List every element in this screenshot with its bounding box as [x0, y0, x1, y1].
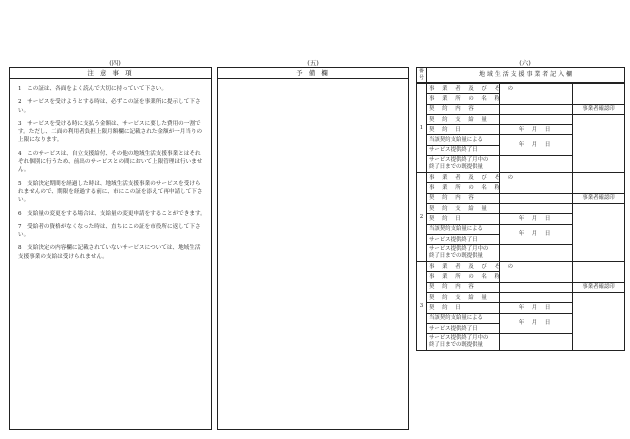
provided-amount-label: [427, 334, 500, 351]
end-date-field[interactable]: 年 月 日: [500, 313, 573, 334]
provider-name-label-2: 事 業 所 の 名 称: [427, 183, 500, 193]
provider-register-table: [416, 67, 625, 83]
end-date-field[interactable]: 年 月 日: [500, 135, 573, 156]
end-date-field[interactable]: 年 月 日: [500, 224, 573, 245]
notes-title: 注 意 事 項: [10, 68, 211, 79]
end-date-label: 当該契約支給量による: [427, 313, 500, 323]
contract-amount-label: 契 約 支 給 量: [427, 114, 500, 124]
provider-name-extra: [573, 262, 625, 283]
provided-amount-field[interactable]: [500, 334, 573, 351]
note-item: 8 支給決定の内容欄に記載されていないサービスについては、地域生活支援事業の支給は受けられません。: [18, 245, 201, 260]
note-item: 7 受給者の資格がなくなった時は、直ちにこの証を市役所に返して下さい。: [18, 223, 201, 239]
provider-register-panel: [416, 67, 625, 351]
provider-name-extra: [573, 84, 625, 105]
note-item: 1 この証は、各面をよく読んで大切に持っていて下さい。: [18, 86, 167, 92]
entry-number: 1: [417, 84, 427, 173]
contract-date-field[interactable]: 年 月 日: [500, 214, 573, 224]
note-item: 4 このサービスは、自立支援給付、その他の地域生活支援事業とはそれぞれ個別に行うため、前出のサービスとの間において上限管理は行いません。: [18, 150, 203, 174]
end-date-label-2: サービス提供終了日: [427, 145, 500, 155]
provider-name-extra: [573, 173, 625, 194]
num-header: 番号: [417, 68, 427, 83]
reserve-panel: [217, 67, 409, 430]
provided-amount-label-2: 終了日までの既提供量: [429, 253, 483, 260]
contract-content-field[interactable]: [500, 282, 573, 292]
provider-name-label: 事 業 者 及 び そ の: [427, 84, 500, 94]
contract-date-label: 契 約 日: [427, 303, 500, 313]
confirm-stamp-label: 事業者確認印: [573, 104, 625, 114]
entry-number: 2: [417, 173, 427, 262]
note-item: 2 サービスを受けようとする時は、必ずこの証を事業所に提示して下さい。: [18, 99, 201, 114]
provided-amount-field[interactable]: [500, 245, 573, 262]
contract-amount-field[interactable]: [500, 203, 573, 213]
notes-panel: [9, 67, 212, 430]
confirm-stamp-field[interactable]: [573, 114, 625, 172]
contract-content-field[interactable]: [500, 104, 573, 114]
provided-amount-label-1: サービス提供終了月中の: [429, 157, 489, 164]
provided-amount-field[interactable]: [500, 156, 573, 173]
contract-amount-label: 契 約 支 給 量: [427, 203, 500, 213]
note-item: 6 支給量の変更をする場合は、支給量の変更申請をすることができます。: [18, 210, 206, 217]
notes-list: [10, 79, 211, 261]
contract-content-field[interactable]: [500, 193, 573, 203]
provided-amount-label-2: 終了日までの既提供量: [429, 342, 483, 349]
entry-number: 3: [417, 262, 427, 351]
confirm-stamp-field[interactable]: [573, 293, 625, 351]
provided-amount-label-1: サービス提供終了月中の: [429, 335, 489, 342]
contract-date-field[interactable]: 年 月 日: [500, 303, 573, 313]
contract-amount-label: 契 約 支 給 量: [427, 293, 500, 303]
contract-date-field[interactable]: 年 月 日: [500, 125, 573, 135]
provider-name-label-2: 事 業 所 の 名 称: [427, 94, 500, 104]
end-date-label-2: サービス提供終了日: [427, 323, 500, 333]
end-date-label: 当該契約支給量による: [427, 224, 500, 234]
register-title: 地 域 生 活 支 援 事 業 者 記 入 欄: [427, 68, 625, 83]
provided-amount-label-2: 終了日までの既提供量: [429, 164, 483, 171]
contract-date-label: 契 約 日: [427, 125, 500, 135]
note-item: 3 サービスを受ける時に支払う金額は、サービスに要した費用の一割です。ただし、二面の利用者負担上限月額欄に記載された金額が一月当りの上限になります。: [18, 120, 203, 144]
section-five-number: (五): [307, 59, 319, 67]
note-item: 5 支給決定期間を経過した時は、地域生活支援事業のサービスを受けられませんので、期限を経過する前に、市にこの証を添えて再申請して下さい。: [18, 180, 203, 204]
provider-name-label: 事 業 者 及 び そ の: [427, 262, 500, 272]
provided-amount-label: [427, 245, 500, 262]
reserve-title: 予 備 欄: [218, 68, 408, 79]
section-four-number: (四): [109, 59, 121, 67]
section-six-number: (六): [519, 59, 531, 67]
provider-name-label: 事 業 者 及 び そ の: [427, 173, 500, 183]
provided-amount-label: [427, 156, 500, 173]
confirm-stamp-label: 事業者確認印: [573, 282, 625, 292]
provider-name-label-2: 事 業 所 の 名 称: [427, 272, 500, 282]
confirm-stamp-label: 事業者確認印: [573, 193, 625, 203]
contract-content-label: 契 約 内 容: [427, 104, 500, 114]
register-entries: [416, 83, 625, 351]
contract-content-label: 契 約 内 容: [427, 193, 500, 203]
contract-amount-field[interactable]: [500, 293, 573, 303]
contract-content-label: 契 約 内 容: [427, 282, 500, 292]
provided-amount-label-1: サービス提供終了月中の: [429, 246, 489, 253]
end-date-label-2: サービス提供終了日: [427, 234, 500, 244]
confirm-stamp-field[interactable]: [573, 203, 625, 261]
contract-amount-field[interactable]: [500, 114, 573, 124]
end-date-label: 当該契約支給量による: [427, 135, 500, 145]
contract-date-label: 契 約 日: [427, 214, 500, 224]
